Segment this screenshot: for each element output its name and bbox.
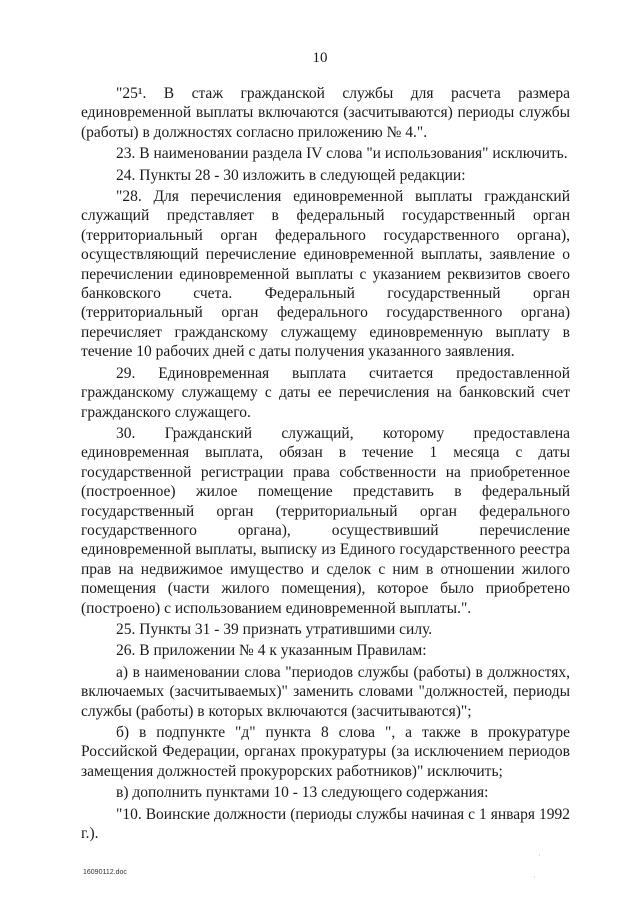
paragraph-item-23: 23. В наименовании раздела IV слова "и использования" исключить. bbox=[116, 145, 568, 163]
subparagraph-v: в) дополнить пунктами 10 - 13 следующего содержания: bbox=[116, 784, 489, 802]
paragraph-28: "28. Для перечисления единовременной выплаты гражданский служащий представляет в федеральный государственный орган (территориальный орган федерального государственного органа), осуществляющий перечисление единовременной выплаты, заявление о перечислении единовременной выплаты с указанием реквизитов своего банковского счета. Федеральный государственный орган (территориальный орган федерального государственного органа) перечисляет гражданскому служащему единовременную выплату в течение 10 рабочих дней с даты получения указанного заявления. bbox=[81, 188, 570, 361]
paragraph-30: 30. Гражданский служащий, которому предоставлена единовременная выплата, обязан в течение 1 месяца с даты государственной регистрации права собственности на приобретенное (построенное) жилое помещение представить в федеральный государственный орган (территориальный орган федерального государственного органа), осуществивший перечисление единовременной выплаты, выписку из Единого государственного реестра прав на недвижимое имущество и сделок с ним в отношении жилого помещения (части жилого помещения), которое было приобретено (построено) с использованием единовременной выплаты.". bbox=[81, 424, 570, 617]
scan-speck: · bbox=[538, 851, 541, 860]
paragraph-item-24: 24. Пункты 28 - 30 изложить в следующей редакции: bbox=[116, 166, 466, 184]
subparagraph-b: б) в подпункте "д" пункта 8 слова ", а также в прокуратуре Российской Федерации, органах прокуратуры (за исключением периодов замещения должностей прокурорских работников)" исключить; bbox=[81, 724, 570, 780]
paragraph-item-25: 25. Пункты 31 - 39 признать утратившими силу. bbox=[116, 620, 433, 638]
paragraph-item-26: 26. В приложении № 4 к указанным Правилам: bbox=[116, 642, 427, 660]
paragraph-10: "10. Воинские должности (периоды службы начиная с 1 января 1992 г.). bbox=[81, 805, 570, 843]
page-number: 10 bbox=[312, 50, 328, 66]
document-body bbox=[81, 84, 570, 843]
subparagraph-a: а) в наименовании слова "периодов службы (работы) в должностях, включаемых (засчитываемых)" заменить словами "должностей, периоды службы (работы) в которых включаются (засчитываются)"; bbox=[81, 663, 570, 720]
paragraph-25-1: "25¹. В стаж гражданской службы для расчета размера единовременной выплаты включаются (засчитываются) периоды службы (работы) в должностях согласно приложению № 4.". bbox=[81, 85, 570, 141]
scan-speck: · bbox=[533, 873, 536, 882]
footer-filename: 16090112.doc bbox=[83, 869, 127, 876]
paragraph-29: 29. Единовременная выплата считается предоставленной гражданскому служащему с даты ее перечисления на банковский счет гражданского служащего. bbox=[81, 364, 570, 421]
